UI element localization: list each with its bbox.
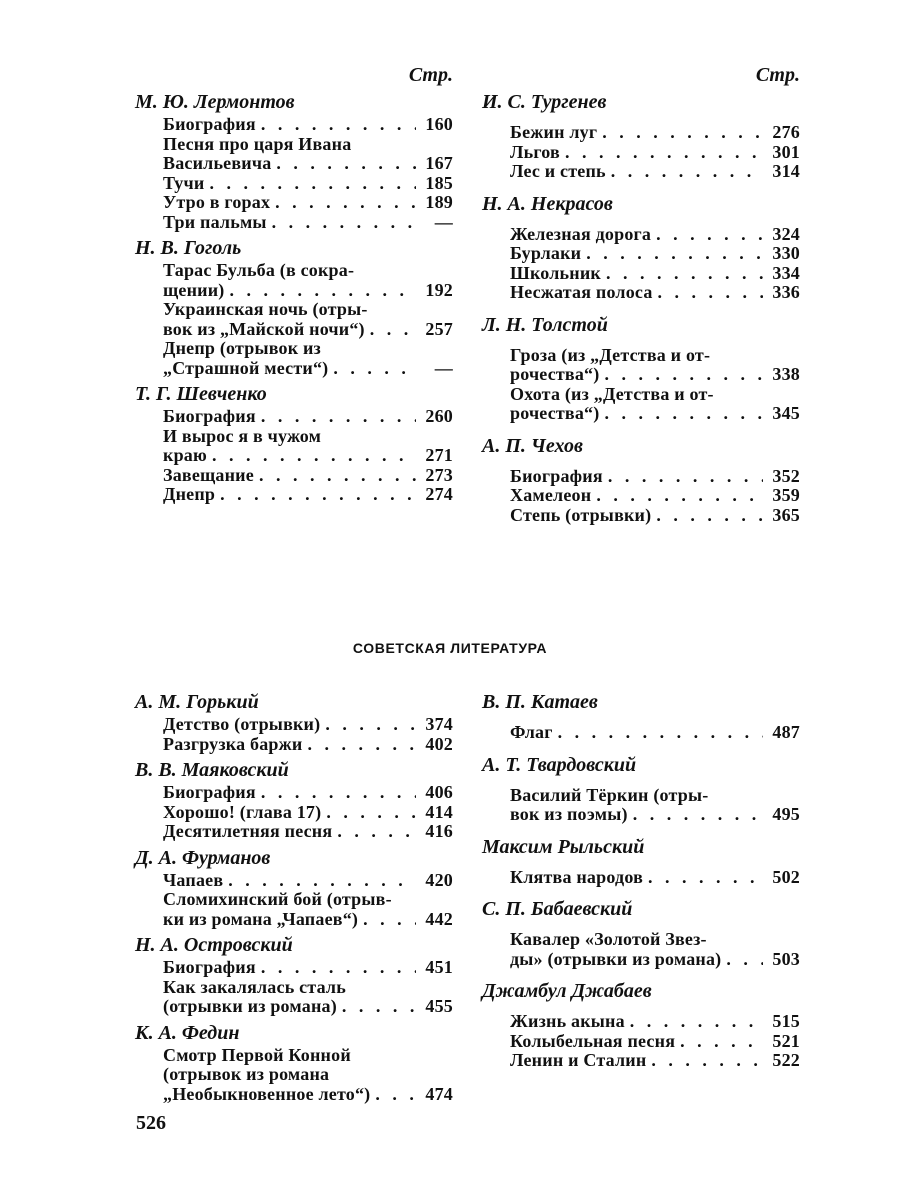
entry-group: [510, 225, 800, 303]
toc-page-number: 345: [772, 403, 800, 423]
toc-entry: [510, 950, 800, 970]
author-heading: Д. А. Фурманов: [135, 846, 271, 869]
toc-entry-title: Чапаев: [163, 869, 224, 890]
page-column-header: Стр.: [755, 64, 800, 86]
dot-leader: [261, 958, 416, 978]
toc-entry-title: Утро в горах: [163, 192, 271, 212]
dot-leader: [726, 950, 763, 970]
toc-entry-line: Василий Тёркин (отры-: [510, 784, 709, 805]
toc-entry: [510, 244, 800, 264]
toc-entry-line: Сломихинский бой (отрыв-: [163, 889, 392, 909]
dot-leader: [276, 154, 416, 174]
dot-leader: [633, 805, 763, 825]
dot-leader: [558, 723, 763, 743]
dot-leader: [209, 174, 416, 194]
toc-entry-line: Как закалялась сталь: [163, 976, 346, 997]
toc-entry: [163, 735, 453, 755]
dot-leader: [604, 404, 763, 424]
toc-entry-title: Бурлаки: [510, 243, 582, 263]
dot-leader: [228, 871, 416, 891]
toc-entry: [163, 281, 453, 301]
toc-entry-title: „Необыкновенное лето“): [163, 1083, 371, 1104]
author-heading: Н. А. Некрасов: [482, 192, 613, 215]
toc-page-number: 495: [772, 804, 800, 824]
author-heading: Л. Н. Толстой: [482, 313, 608, 336]
dot-leader: [611, 162, 763, 182]
toc-entry-title: Лес и степь: [510, 161, 606, 181]
author-heading: В. П. Катаев: [482, 691, 598, 713]
toc-entry: [163, 359, 453, 379]
toc-entry-title: Колыбельная песня: [510, 1030, 676, 1051]
author-heading: И. С. Тургенев: [482, 91, 607, 113]
toc-entry: [163, 822, 453, 842]
entry-group: [163, 407, 453, 505]
author-heading: Джамбул Джабаев: [482, 980, 652, 1002]
entry-group: [510, 786, 800, 825]
toc-entry: [163, 715, 453, 735]
toc-entry-title: Хорошо! (глава 17): [163, 801, 322, 822]
author-heading: К. А. Федин: [135, 1021, 240, 1044]
toc-page-number: 185: [425, 172, 453, 193]
toc-entry-line: Кавалер «Золотой Звез-: [510, 929, 707, 949]
toc-page-number: 257: [425, 318, 453, 339]
entry-group: [510, 467, 800, 526]
toc-entry: [510, 264, 800, 284]
toc-entry: [163, 115, 453, 135]
toc-entry: [163, 407, 453, 427]
toc-entry: [163, 485, 453, 505]
toc-entry-line: Днепр (отрывок из: [163, 338, 321, 358]
toc-entry-title: Биография: [163, 957, 256, 977]
dot-leader: [375, 1085, 416, 1105]
toc-entry-line: Украинская ночь (отры-: [163, 299, 368, 319]
toc-entry-line: Гроза (из „Детства и от-: [510, 344, 711, 365]
toc-page-number: 301: [772, 141, 800, 162]
toc-page-number: 334: [772, 262, 800, 283]
toc-page-number: 455: [425, 996, 453, 1016]
toc-entry-title: Флаг: [510, 722, 553, 742]
toc-entry-title: вок из поэмы): [510, 804, 628, 824]
section-title: СОВЕТСКАЯ ЛИТЕРАТУРА: [352, 640, 548, 656]
toc-page-number: 260: [425, 406, 453, 426]
toc-page-number: 192: [425, 279, 453, 300]
toc-page-number: 442: [425, 908, 453, 929]
entry-group: [163, 958, 453, 1017]
toc-page-number: 414: [425, 801, 453, 822]
toc-entry: [510, 723, 800, 743]
toc-entry-title: Хамелеон: [510, 485, 592, 505]
dot-leader: [230, 281, 417, 301]
toc-entry: [163, 154, 453, 174]
toc-entry-title: Детство (отрывки): [163, 714, 321, 734]
author-heading: С. П. Бабаевский: [482, 898, 633, 920]
toc-page-number: 503: [772, 948, 800, 969]
toc-entry: [510, 506, 800, 526]
toc-entry: [163, 783, 453, 803]
toc-entry-line: (отрывок из романа: [163, 1064, 330, 1084]
entry-group: [163, 1046, 453, 1105]
toc-page-number: 338: [772, 364, 800, 384]
toc-page-number: 487: [772, 722, 800, 742]
dot-leader: [272, 213, 416, 233]
toc-entry: [163, 910, 453, 930]
entry-group: [510, 123, 800, 182]
toc-entry: [510, 404, 800, 424]
toc-entry: [510, 1012, 800, 1032]
toc-page-number: 271: [425, 445, 453, 465]
toc-entry-title: Клятва народов: [510, 866, 643, 887]
toc-page-number: 365: [772, 504, 800, 525]
dot-leader: [212, 446, 416, 466]
toc-page-number: 522: [772, 1050, 800, 1070]
toc-page-number: —: [434, 357, 453, 378]
author-heading: М. Ю. Лермонтов: [135, 91, 295, 113]
entry-group: [510, 346, 800, 424]
toc-page-number: 352: [772, 465, 800, 486]
dot-leader: [220, 485, 416, 505]
toc-entry-title: рочества“): [510, 403, 600, 423]
dot-leader: [586, 244, 763, 264]
author-heading: Т. Г. Шевченко: [135, 383, 267, 405]
toc-entry: [163, 320, 453, 340]
toc-page-number: 276: [772, 122, 800, 142]
toc-entry-title: (отрывки из романа): [163, 996, 337, 1016]
toc-entry-title: краю: [163, 445, 207, 465]
dot-leader: [337, 822, 416, 842]
toc-entry-line: Тарас Бульба (в сокра-: [163, 260, 355, 280]
toc-entry-title: Васильевича: [163, 153, 272, 173]
toc-entry: [510, 283, 800, 303]
toc-entry-line: И вырос я в чужом: [163, 425, 322, 446]
dot-leader: [259, 466, 416, 486]
dot-leader: [604, 365, 763, 385]
toc-entry: [163, 1085, 453, 1105]
toc-page-number: 167: [425, 153, 453, 173]
toc-entry-title: Жизнь акына: [510, 1011, 625, 1031]
page-column-header: Стр.: [408, 64, 453, 86]
toc-entry: [163, 174, 453, 194]
dot-leader: [651, 1051, 763, 1071]
toc-entry-title: Льгов: [510, 141, 560, 162]
toc-page-number: 515: [772, 1011, 800, 1031]
toc-page-number: 330: [772, 243, 800, 263]
author-heading: А. П. Чехов: [482, 434, 583, 457]
toc-entry: [163, 193, 453, 213]
toc-entry: [163, 446, 453, 466]
toc-page-number: 451: [425, 957, 453, 977]
page-number: 526: [136, 1112, 166, 1134]
toc-entry-title: ды» (отрывки из романа): [510, 948, 722, 969]
toc-entry-title: Ленин и Сталин: [510, 1050, 647, 1070]
toc-entry: [510, 805, 800, 825]
dot-leader: [596, 486, 763, 506]
entry-group: [163, 871, 453, 930]
toc-entry-title: Биография: [510, 465, 603, 486]
toc-page-number: 374: [425, 714, 453, 734]
toc-entry-title: Биография: [163, 114, 256, 134]
dot-leader: [608, 467, 763, 487]
dot-leader: [648, 868, 763, 888]
toc-entry-title: Тучи: [163, 172, 205, 193]
author-heading: Максим Рыльский: [482, 835, 645, 858]
dot-leader: [656, 506, 763, 526]
toc-page-number: 420: [425, 869, 453, 890]
toc-column-bottom-right: [482, 688, 800, 1075]
toc-entry-title: Степь (отрывки): [510, 504, 652, 525]
toc-entry: [510, 467, 800, 487]
toc-entry-line: Охота (из „Детства и от-: [510, 383, 714, 404]
toc-entry-title: Биография: [163, 782, 256, 802]
toc-entry-title: Несжатая полоса: [510, 282, 653, 302]
toc-entry-title: Три пальмы: [163, 211, 267, 232]
toc-entry-title: Биография: [163, 406, 256, 426]
toc-page-number: —: [434, 211, 453, 232]
entry-group: [163, 261, 453, 378]
toc-entry: [510, 225, 800, 245]
dot-leader: [261, 407, 416, 427]
toc-entry-title: Школьник: [510, 262, 601, 283]
author-heading: В. В. Маяковский: [135, 759, 289, 781]
dot-leader: [261, 783, 416, 803]
toc-entry-title: Десятилетняя песня: [163, 821, 333, 841]
dot-leader: [342, 997, 416, 1017]
toc-page-number: 406: [425, 782, 453, 802]
toc-entry: [510, 143, 800, 163]
dot-leader: [275, 193, 416, 213]
toc-entry: [163, 958, 453, 978]
toc-entry: [163, 871, 453, 891]
toc-entry: [163, 803, 453, 823]
toc-entry: [163, 466, 453, 486]
toc-entry: [510, 1032, 800, 1052]
toc-page-number: 314: [772, 161, 800, 181]
author-heading: Н. А. Островский: [135, 934, 293, 956]
entry-group: [510, 930, 800, 969]
toc-column-top-left: [135, 62, 453, 509]
dot-leader: [261, 115, 416, 135]
toc-entry-title: Разгрузка баржи: [163, 733, 303, 754]
entry-group: [163, 783, 453, 842]
toc-entry-title: вок из „Майской ночи“): [163, 318, 365, 339]
toc-page-number: 521: [772, 1030, 800, 1051]
dot-leader: [630, 1012, 763, 1032]
toc-page-number: 324: [772, 223, 800, 244]
toc-entry: [510, 123, 800, 143]
toc-entry-title: щении): [163, 279, 225, 300]
toc-entry-title: Бежин луг: [510, 122, 598, 142]
toc-page-number: 474: [425, 1083, 453, 1104]
toc-entry: [510, 486, 800, 506]
toc-page-number: 273: [425, 464, 453, 485]
dot-leader: [565, 143, 763, 163]
author-heading: А. Т. Твардовский: [482, 753, 637, 776]
author-heading: Н. В. Гоголь: [135, 237, 242, 259]
dot-leader: [325, 715, 416, 735]
toc-page-number: 189: [425, 192, 453, 212]
toc-page-number: 336: [772, 282, 800, 302]
toc-entry-title: „Страшной мести“): [163, 357, 329, 378]
toc-page-number: 274: [425, 484, 453, 504]
entry-group: [163, 715, 453, 754]
dot-leader: [363, 910, 416, 930]
toc-entry-title: ки из романа „Чапаев“): [163, 908, 359, 929]
dot-leader: [326, 803, 416, 823]
toc-entry: [163, 997, 453, 1017]
toc-entry-title: Железная дорога: [510, 223, 652, 244]
toc-entry: [510, 868, 800, 888]
dot-leader: [307, 735, 416, 755]
author-heading: А. М. Горький: [135, 691, 259, 713]
dot-leader: [606, 264, 763, 284]
entry-group: [510, 723, 800, 743]
toc-entry-title: Днепр: [163, 484, 216, 504]
toc-column-bottom-left: [135, 688, 453, 1108]
toc-entry-line: Смотр Первой Конной: [163, 1044, 351, 1065]
toc-column-top-right: [482, 62, 800, 529]
toc-entry-line: Песня про царя Ивана: [163, 133, 352, 154]
entry-group: [510, 868, 800, 888]
dot-leader: [680, 1032, 763, 1052]
toc-page-number: 160: [425, 114, 453, 134]
toc-page-number: 359: [772, 485, 800, 505]
dot-leader: [656, 225, 763, 245]
toc-entry: [510, 162, 800, 182]
dot-leader: [370, 320, 416, 340]
dot-leader: [333, 359, 416, 379]
toc-entry: [510, 365, 800, 385]
entry-group: [163, 115, 453, 232]
toc-page-number: 502: [772, 866, 800, 887]
toc-entry-title: Завещание: [163, 464, 254, 485]
toc-page-number: 402: [425, 733, 453, 754]
dot-leader: [602, 123, 763, 143]
toc-page-number: 416: [425, 821, 453, 841]
toc-entry: [510, 1051, 800, 1071]
toc-entry: [163, 213, 453, 233]
entry-group: [510, 1012, 800, 1071]
toc-entry-title: рочества“): [510, 364, 600, 384]
dot-leader: [658, 283, 763, 303]
